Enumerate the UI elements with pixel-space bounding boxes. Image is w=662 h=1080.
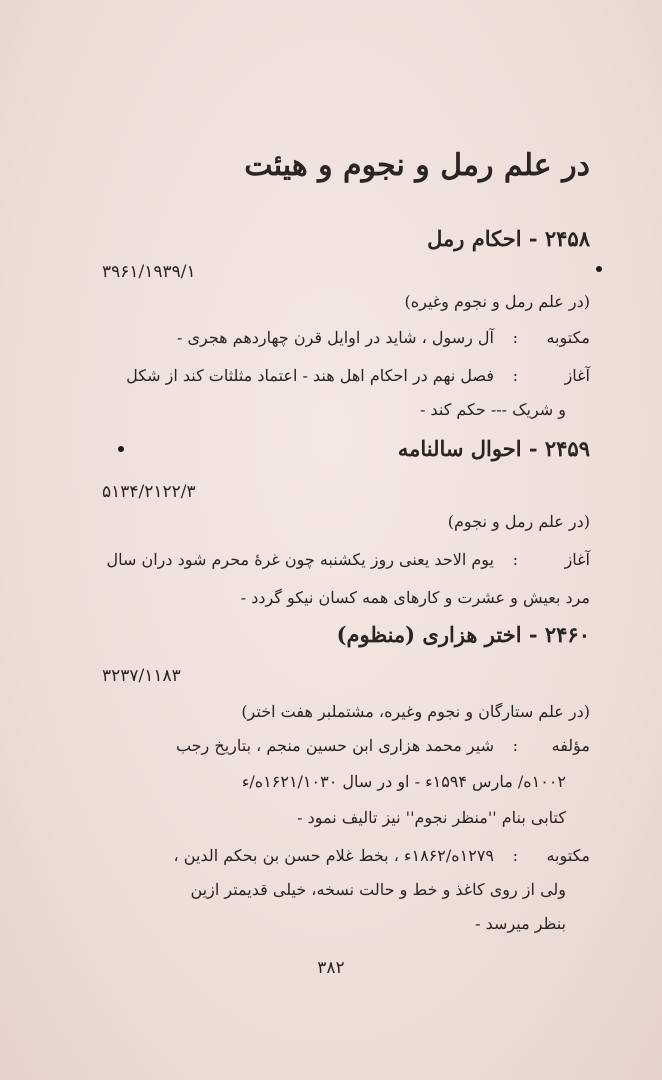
field-row xyxy=(100,736,590,766)
entry-heading: ۲۴۶۰ - اختر هزاری (منظوم) xyxy=(336,622,590,647)
entry-subject: (در علم رمل و نجوم) xyxy=(447,512,590,531)
field-row xyxy=(100,328,590,358)
field-label: مکتوبه xyxy=(546,846,590,865)
field-label: مؤلفه xyxy=(551,736,590,755)
field-colon: : xyxy=(512,550,518,569)
field-text-continued: و شریک --- حکم کند - xyxy=(419,400,566,419)
field-text: فصل نهم در احکام اهل هند - اعتماد مثلثات کند از شکل xyxy=(126,366,494,385)
field-label: آغاز xyxy=(564,366,590,385)
catalog-ref: ۳۲۳۷/۱۱۸۳ xyxy=(102,666,181,686)
bullet-dot xyxy=(596,266,602,272)
entry-heading: ۲۴۵۸ - احکام رمل xyxy=(427,226,590,251)
field-text-continued: ۱۰۰۲ه/ مارس ۱۵۹۴ء - او در سال ۱۶۲۱/۱۰۳۰ه/ء xyxy=(241,772,566,791)
field-text-continued: مرد بعیش و عشرت و کارهای همه کسان نیکو گردد - xyxy=(240,588,590,607)
field-row xyxy=(100,366,590,396)
bullet-dot xyxy=(118,446,124,452)
field-text: ۱۲۷۹ه/۱۸۶۲ء ، بخط غلام حسن بن بحکم الدین ، xyxy=(173,846,494,865)
field-colon: : xyxy=(512,366,518,385)
field-colon: : xyxy=(512,328,518,347)
field-text-continued: کتابی بنام ''منظر نجوم'' نیز تالیف نمود - xyxy=(297,808,566,827)
field-row xyxy=(100,550,590,580)
entry-heading: ۲۴۵۹ - احوال سالنامه xyxy=(397,436,590,461)
field-text: آل رسول ، شاید در اوایل قرن چهاردهم هجری - xyxy=(176,328,494,347)
field-label: مکتوبه xyxy=(546,328,590,347)
field-label: آغاز xyxy=(564,550,590,569)
field-text: یوم الاحد یعنی روز یکشنبه چون غرهٔ محرم شود دران سال xyxy=(106,550,494,569)
field-text-continued: بنظر میرسد - xyxy=(475,914,566,933)
field-colon: : xyxy=(512,736,518,755)
page-number: ۳۸۲ xyxy=(317,958,345,978)
field-text: شیر محمد هزاری ابن حسین منجم ، بتاریخ رجب xyxy=(175,736,494,755)
entry-subject: (در علم ستارگان و نجوم وغیره، مشتملبر هفت اختر) xyxy=(241,702,590,721)
field-text-continued: ولی از روی کاغذ و خط و حالت نسخه، خیلی قدیمتر ازین xyxy=(190,880,566,899)
catalog-ref: ۳۹۶۱/۱۹۳۹/۱ xyxy=(102,262,196,282)
catalog-ref: ۵۱۳۴/۲۱۲۲/۳ xyxy=(102,482,196,502)
field-row xyxy=(100,846,590,876)
section-title: در علم رمل و نجوم و هیئت xyxy=(244,148,590,183)
entry-subject: (در علم رمل و نجوم وغیره) xyxy=(404,292,590,311)
field-colon: : xyxy=(512,846,518,865)
